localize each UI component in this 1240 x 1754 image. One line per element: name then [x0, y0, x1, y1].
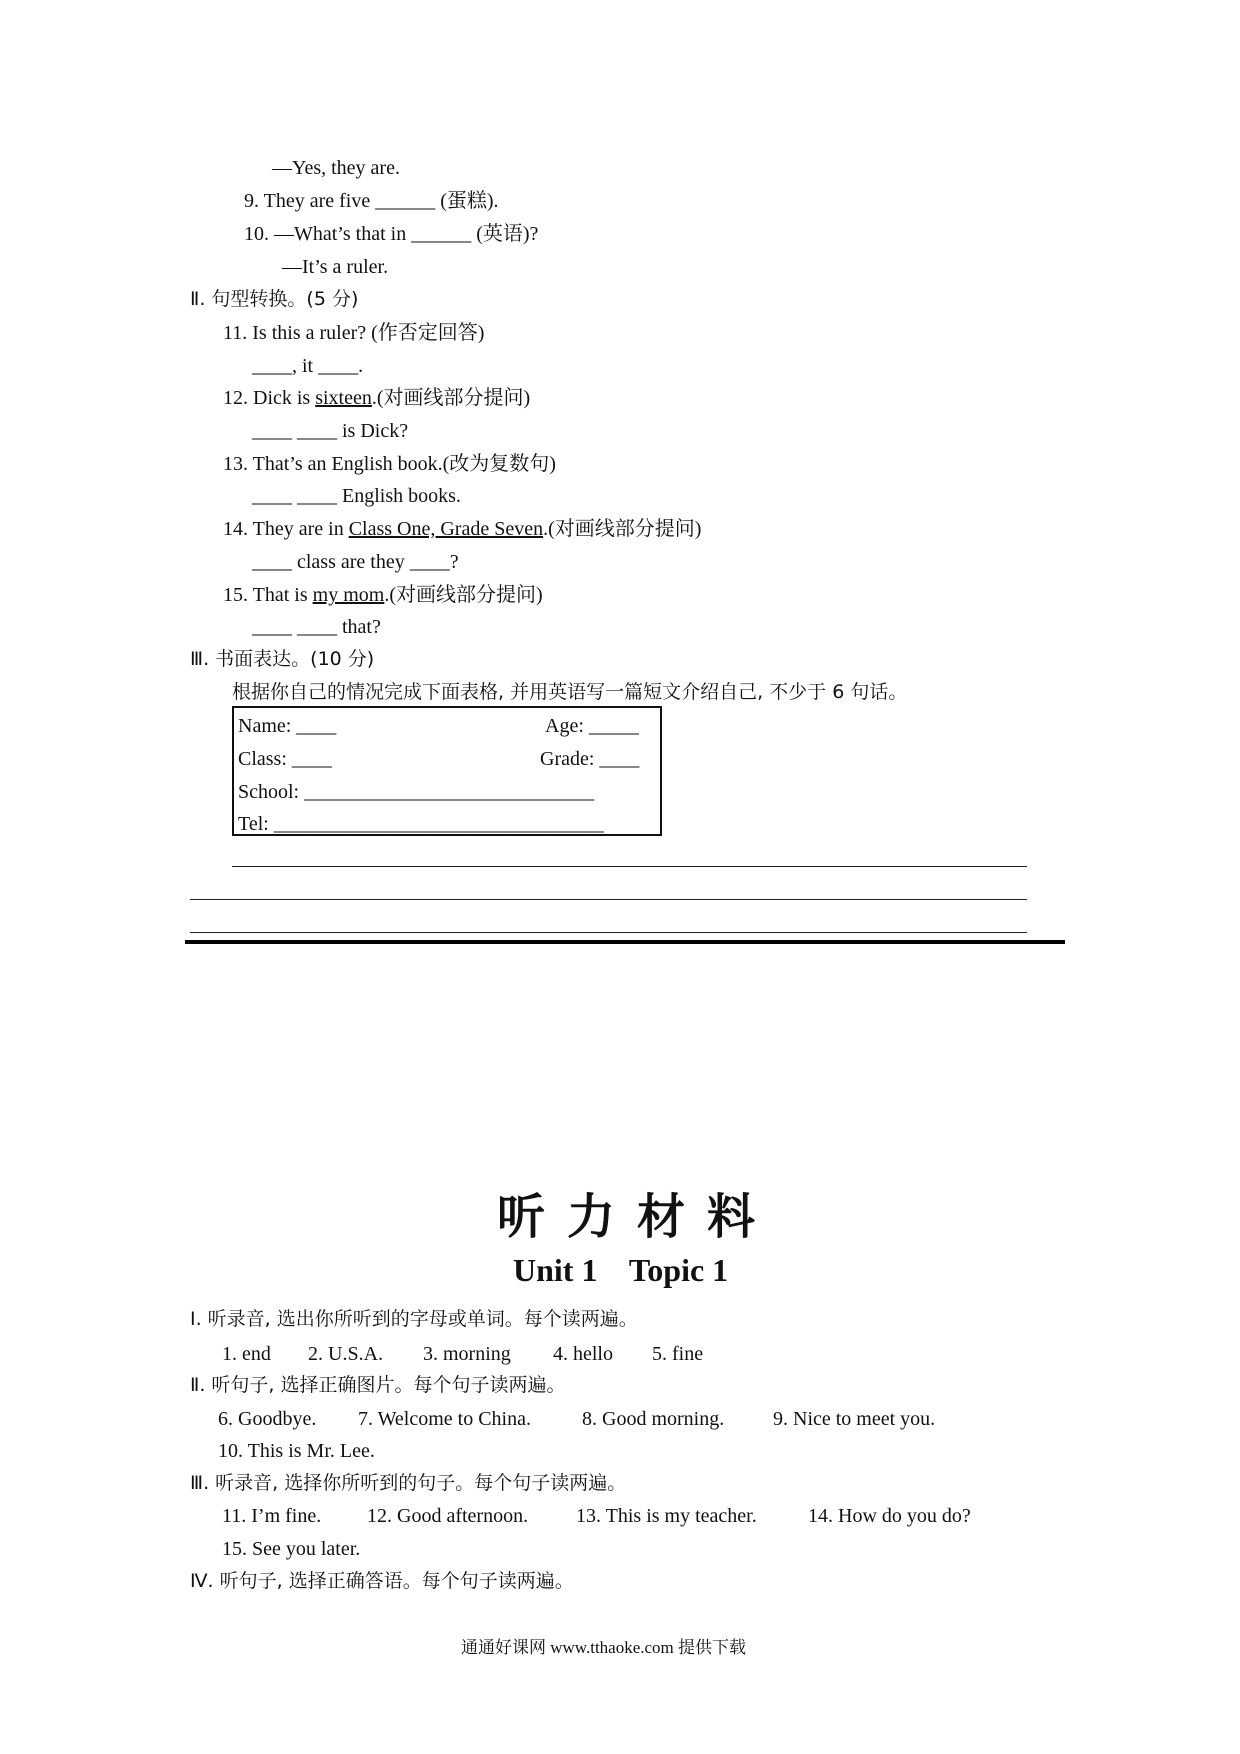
question-13: 13. That’s an English book.(改为复数句) [223, 453, 556, 475]
footer-text: 通通好课网 www.tthaoke.com 提供下载 [461, 1638, 747, 1657]
list-item: 6. Goodbye. [218, 1408, 317, 1430]
answer-line: —Yes, they are. [272, 157, 400, 179]
section-heading: Ⅲ. 书面表达。(10 分) [190, 648, 375, 670]
form-age: Age: _____ [545, 715, 639, 737]
question-11: 11. Is this a ruler? (作否定回答) [223, 322, 485, 344]
list-item: 14. How do you do? [808, 1505, 971, 1527]
question-14: 14. They are in Class One, Grade Seven.(对画线部分提问) [223, 518, 702, 540]
page-subtitle: Unit 1 Topic 1 [513, 1252, 729, 1288]
list-item: 2. U.S.A. [308, 1343, 384, 1365]
list-item: 1. end [222, 1343, 271, 1365]
list-item: 7. Welcome to China. [358, 1408, 531, 1430]
section-heading: Ⅱ. 句型转换。(5 分) [190, 288, 359, 310]
form-name: Name: ____ [238, 715, 337, 737]
form-class: Class: ____ [238, 748, 332, 770]
writing-line [190, 932, 1027, 933]
page-divider [185, 940, 1065, 944]
answer-blank: ____, it ____. [252, 355, 364, 377]
section-heading: Ⅲ. 听录音, 选择你所听到的句子。每个句子读两遍。 [190, 1472, 627, 1494]
answer-line: —It’s a ruler. [282, 256, 389, 278]
list-item: 3. morning [423, 1343, 511, 1365]
question-10: 10. —What’s that in ______ (英语)? [244, 223, 539, 245]
question-15: 15. That is my mom.(对画线部分提问) [223, 584, 543, 606]
list-item: 8. Good morning. [582, 1408, 725, 1430]
list-item: 10. This is Mr. Lee. [218, 1440, 375, 1462]
list-item: 13. This is my teacher. [576, 1505, 757, 1527]
underlined-text: Class One, Grade Seven [348, 518, 544, 540]
section-heading: Ⅰ. 听录音, 选出你所听到的字母或单词。每个读两遍。 [190, 1308, 638, 1330]
writing-line [232, 866, 1027, 867]
section-heading: Ⅱ. 听句子, 选择正确图片。每个句子读两遍。 [190, 1374, 566, 1396]
answer-blank: ____ class are they ____? [252, 551, 459, 573]
list-item: 12. Good afternoon. [367, 1505, 529, 1527]
question-9: 9. They are five ______ (蛋糕). [244, 190, 499, 212]
answer-blank: ____ ____ is Dick? [252, 420, 409, 442]
list-item: 9. Nice to meet you. [773, 1408, 936, 1430]
answer-blank: ____ ____ that? [252, 616, 381, 638]
form-grade: Grade: ____ [540, 748, 640, 770]
instructions: 根据你自己的情况完成下面表格, 并用英语写一篇短文介绍自己, 不少于 6 句话。 [232, 681, 908, 703]
list-item: 15. See you later. [222, 1538, 361, 1560]
answer-blank: ____ ____ English books. [252, 485, 461, 507]
form-tel: Tel: _________________________________ [238, 813, 604, 835]
page-title: 听力材料 [497, 1189, 778, 1245]
list-item: 4. hello [553, 1343, 613, 1365]
section-heading: Ⅳ. 听句子, 选择正确答语。每个句子读两遍。 [190, 1570, 574, 1592]
underlined-text: sixteen [315, 387, 372, 409]
question-12: 12. Dick is sixteen.(对画线部分提问) [223, 387, 531, 409]
form-school: School: _____________________________ [238, 781, 595, 803]
list-item: 5. fine [652, 1343, 704, 1365]
list-item: 11. I’m fine. [222, 1505, 322, 1527]
writing-line [190, 899, 1027, 900]
underlined-text: my mom [312, 584, 385, 606]
